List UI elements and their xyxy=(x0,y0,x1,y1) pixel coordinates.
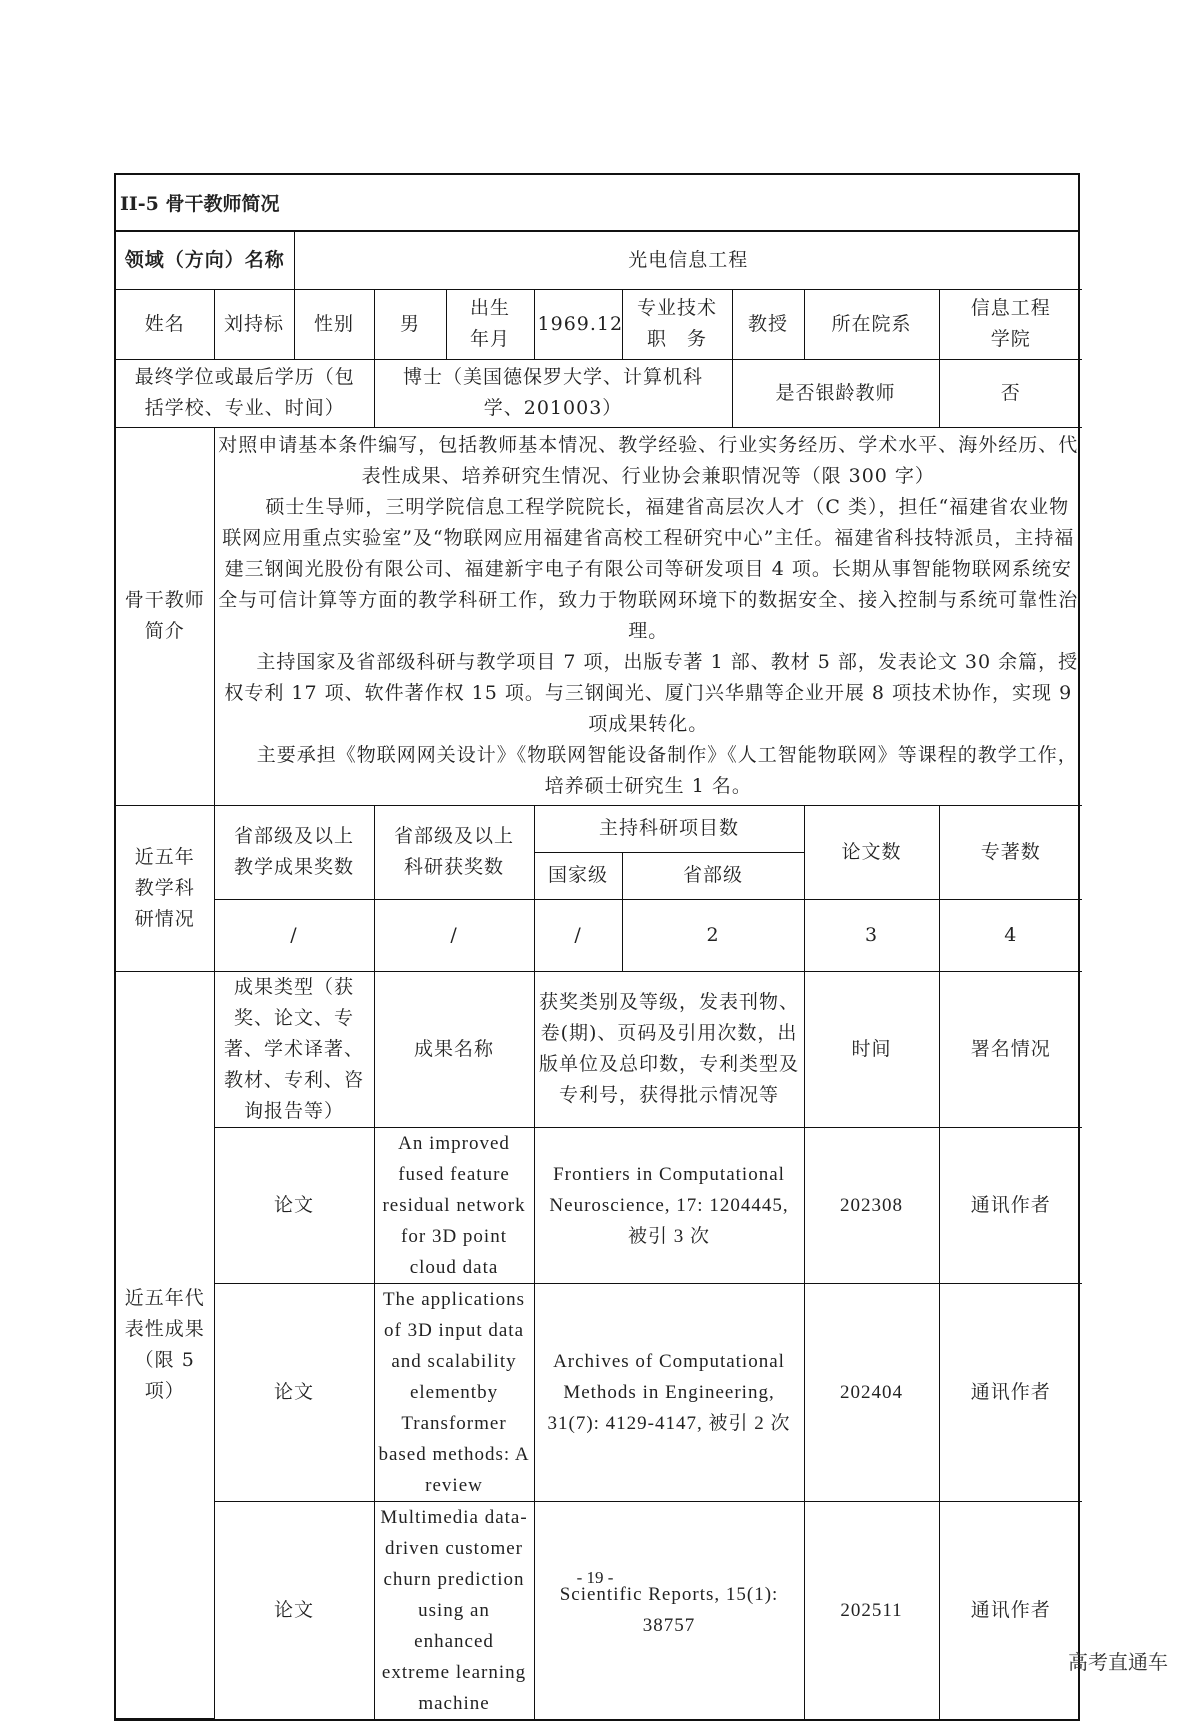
intro-paragraph-2: 主持国家及省部级科研与教学项目 7 项，出版专著 1 部、教材 5 部，发表论文 30 余篇，授权专利 17 项、软件著作权 15 项。与三钢闽光、厦门兴华鼎等企业开展 8 项技术协作，实现 9 项成果转化。 xyxy=(224,651,1079,735)
type-header: 成果类型（获奖、论文、专著、学术译著、教材、专利、咨询报告等） xyxy=(214,971,374,1127)
senior-value: 否 xyxy=(939,359,1082,427)
page-number: - 19 - xyxy=(576,1568,614,1587)
field-label: 领域（方向）名称 xyxy=(116,232,294,289)
achievement-name: The applications of 3D input data and scalability elementby Transformer based methods: A review xyxy=(374,1283,534,1501)
basic-info-row xyxy=(116,289,1082,359)
achievement-type: 论文 xyxy=(214,1127,374,1283)
intro-row xyxy=(116,427,1082,805)
provincial-header: 省部级 xyxy=(622,852,804,899)
gender-label: 性别 xyxy=(294,289,374,359)
degree-row xyxy=(116,359,1082,427)
achievement-name: An improved fused feature residual network for 3D point cloud data xyxy=(374,1127,534,1283)
achievement-sign: 通讯作者 xyxy=(939,1283,1082,1501)
achievement-detail: Frontiers in Computational Neuroscience, 17: 1204445, 被引 3 次 xyxy=(534,1127,804,1283)
achievement-row xyxy=(116,1283,1082,1501)
birth-value: 1969.12 xyxy=(534,289,622,359)
achievements-header-row xyxy=(116,971,1082,1127)
degree-label: 最终学位或最后学历（包括学校、专业、时间） xyxy=(116,359,374,427)
intro-label: 骨干教师简介 xyxy=(116,427,214,805)
achievement-row xyxy=(116,1501,1082,1719)
provincial-value: 2 xyxy=(622,899,804,971)
title-label: 专业技术职 务 xyxy=(622,289,732,359)
sign-header: 署名情况 xyxy=(939,971,1082,1127)
national-value: / xyxy=(534,899,622,971)
projects-header: 主持科研项目数 xyxy=(534,805,804,852)
field-value: 光电信息工程 xyxy=(294,232,1082,289)
achievement-sign: 通讯作者 xyxy=(939,1127,1082,1283)
gender-value: 男 xyxy=(374,289,446,359)
achievement-time: 202404 xyxy=(804,1283,939,1501)
research-values-row xyxy=(116,899,1082,971)
intro-instruction: 对照申请基本条件编写，包括教师基本情况、教学经验、行业实务经历、学术水平、海外经历、代表性成果、培养研究生情况、行业协会兼职情况等（限 300 字） xyxy=(218,434,1079,487)
achievement-row xyxy=(116,1127,1082,1283)
name-value: 刘持标 xyxy=(214,289,294,359)
intro-content xyxy=(214,427,1082,805)
dept-value: 信息工程学院 xyxy=(939,289,1082,359)
degree-value: 博士（美国德保罗大学、计算机科学、201003） xyxy=(374,359,732,427)
teach-award-value: / xyxy=(214,899,374,971)
dept-label: 所在院系 xyxy=(804,289,939,359)
achievement-detail: Scientific Reports, 15(1): 38757 xyxy=(534,1501,804,1719)
watermark: 高考直通车 xyxy=(1068,1650,1168,1674)
achievement-name: Multimedia data-driven customer churn prediction using an enhanced extreme learning machine xyxy=(374,1501,534,1719)
achievement-type: 论文 xyxy=(214,1283,374,1501)
profile-form xyxy=(114,173,1080,1721)
teach-award-header: 省部级及以上教学成果奖数 xyxy=(214,805,374,899)
achievement-time: 202511 xyxy=(804,1501,939,1719)
name-label: 姓名 xyxy=(116,289,214,359)
intro-paragraph-1: 硕士生导师，三明学院信息工程学院院长，福建省高层次人才（C 类），担任“福建省农业物联网应用重点实验室”及“物联网应用福建省高校工程研究中心”主任。福建省科技特派员，主持福建三钢闽光股份有限公司、福建新宇电子有限公司等研发项目 4 项。长期从事智能物联网系统安全与可信计算等方面的教学科研工作，致力于物联网环境下的数据安全、接入控制与系统可靠性治理。 xyxy=(218,496,1079,642)
national-header: 国家级 xyxy=(534,852,622,899)
papers-value: 3 xyxy=(804,899,939,971)
research-header-row xyxy=(116,805,1082,852)
papers-header: 论文数 xyxy=(804,805,939,899)
achievement-type: 论文 xyxy=(214,1501,374,1719)
detail-header: 获奖类别及等级，发表刊物、卷(期)、页码及引用次数，出版单位及总印数，专利类型及专利号，获得批示情况等 xyxy=(534,971,804,1127)
achievement-time: 202308 xyxy=(804,1127,939,1283)
birth-label: 出生年月 xyxy=(446,289,534,359)
achievements-label: 近五年代表性成果（限 5 项） xyxy=(116,971,214,1719)
profile-table xyxy=(116,232,1082,1719)
intro-paragraph-3: 主要承担《物联网网关设计》《物联网智能设备制作》《人工智能物联网》等课程的教学工作，培养硕士研究生 1 名。 xyxy=(256,744,1078,797)
sci-award-value: / xyxy=(374,899,534,971)
field-row xyxy=(116,232,1082,289)
senior-label: 是否银龄教师 xyxy=(732,359,939,427)
books-header: 专著数 xyxy=(939,805,1082,899)
name-header: 成果名称 xyxy=(374,971,534,1127)
research-label: 近五年教学科研情况 xyxy=(116,805,214,971)
achievement-detail: Archives of Computational Methods in Engineering, 31(7): 4129-4147, 被引 2 次 xyxy=(534,1283,804,1501)
sci-award-header: 省部级及以上科研获奖数 xyxy=(374,805,534,899)
time-header: 时间 xyxy=(804,971,939,1127)
section-title: II-5 骨干教师简况 xyxy=(116,175,1078,232)
achievement-sign: 通讯作者 xyxy=(939,1501,1082,1719)
title-value: 教授 xyxy=(732,289,804,359)
books-value: 4 xyxy=(939,899,1082,971)
